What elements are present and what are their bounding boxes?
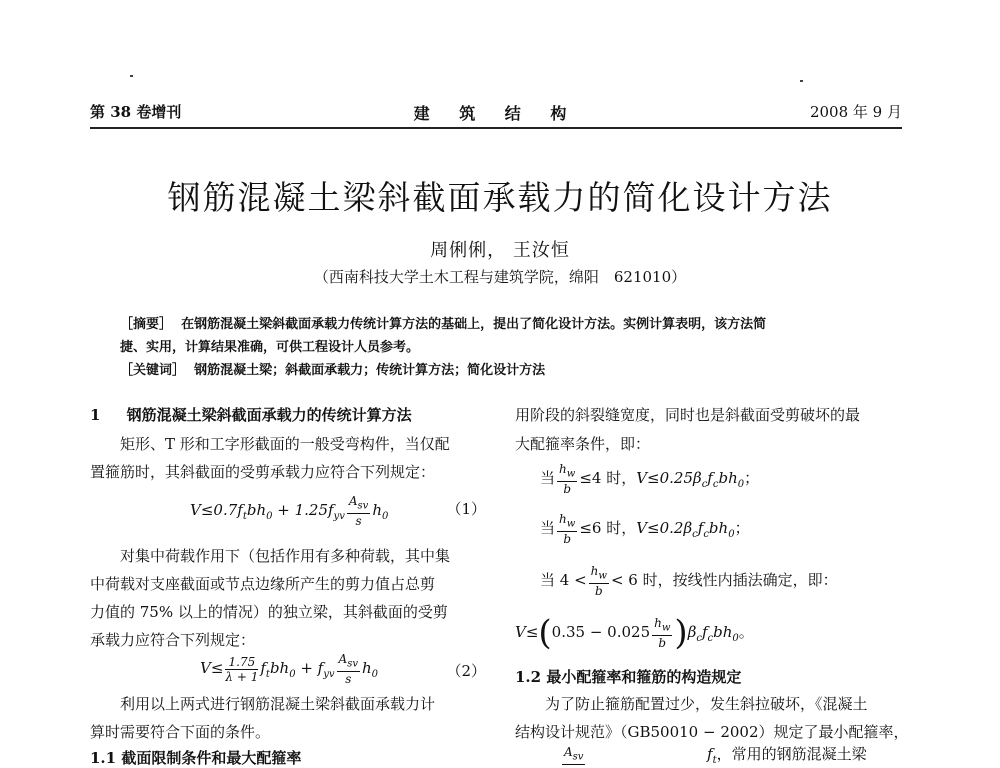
eq-sub: w <box>661 622 671 634</box>
eq-num: h <box>590 564 599 578</box>
eq-term: f <box>260 659 266 678</box>
eq-den: b <box>563 482 571 497</box>
eq-sub: w <box>598 570 607 582</box>
eq-term: ； <box>734 519 750 538</box>
eq-term: h <box>362 659 372 678</box>
eq-den: s <box>345 672 352 687</box>
eq-sub: sv <box>357 500 369 512</box>
eq-term: ≤6 时， <box>579 519 637 538</box>
eq-paren: ( <box>538 613 552 654</box>
eq-term: 当 4 < <box>540 571 587 590</box>
eq-term: 0.35 − 0.025 <box>551 623 651 642</box>
eq-num: h <box>559 512 567 526</box>
eq-sub: 0 <box>381 511 389 523</box>
eq-sub: 0 <box>289 669 296 681</box>
eq-term: < 6 时，按线性内插法确定，即： <box>610 571 838 590</box>
eq-sub: yv <box>323 669 335 681</box>
eq-term: f <box>697 519 704 538</box>
eq-term: bh <box>718 469 738 488</box>
eq-num: h <box>559 462 567 476</box>
eq-sub: c <box>692 529 698 541</box>
paragraph-line: 为了防止箍筋配置过少，发生斜拉破坏，《混凝土 <box>545 695 868 713</box>
eq-den: b <box>594 584 603 599</box>
eq-fraction <box>562 745 585 765</box>
equation-number: （1） <box>446 500 486 518</box>
paragraph-line: 大配箍率条件，即： <box>515 435 651 453</box>
eq-sub: c <box>712 479 719 491</box>
eq-term: ≤4 时， <box>579 469 637 488</box>
eq-fraction <box>589 564 609 598</box>
paragraph-line: 力值的 75% 以上的情况）的独立梁，其斜截面的受剪 <box>90 603 448 621</box>
paragraph-line: 置箍筋时，其斜截面的受剪承载力应符合下列规定： <box>90 463 436 481</box>
eq-num: A <box>338 652 348 666</box>
paper-authors: 周俐俐， 王汝恒 <box>430 240 570 261</box>
equation-2 <box>200 652 486 686</box>
keywords-tag: ［关键词］ <box>120 363 186 378</box>
eq-term: V≤ <box>515 623 539 642</box>
abstract-text-2: 捷、实用，计算结果准确，可供工程设计人员参考。 <box>120 340 420 355</box>
eq-sub: 0 <box>266 511 273 523</box>
eq-sub: sv <box>572 751 584 763</box>
paragraph-line: 承载力应符合下列规定： <box>90 631 256 649</box>
section-1-2-heading: 1.2 最小配箍率和箍筋的构造规定 <box>515 668 742 686</box>
eq-sub: t <box>712 755 717 766</box>
eq-term: V≤0.2β <box>636 519 693 538</box>
eq-sub: c <box>703 529 709 541</box>
paragraph-line: 对集中荷载作用下（包括作用有多种荷载，其中集 <box>120 547 451 565</box>
eq-term: bh <box>713 623 733 642</box>
abstract-line <box>120 313 900 336</box>
paper-title: 钢筋混凝土梁斜截面承载力的简化设计方法 <box>167 178 833 217</box>
eq-sub: 0 <box>732 633 739 645</box>
issue-date: 2008 年 9 月 <box>809 103 902 121</box>
eq-sub: t <box>265 669 270 681</box>
eq-fraction <box>347 494 370 528</box>
eq-sub: c <box>707 633 714 645</box>
eq-sub: 0 <box>728 529 735 541</box>
eq-term: + f <box>295 659 324 678</box>
section-1-heading <box>90 404 412 425</box>
abstract-block <box>120 313 900 382</box>
eq-term: β <box>687 623 697 642</box>
eq-num: h <box>654 616 662 630</box>
eq-term: V≤0.7f <box>190 501 243 520</box>
scan-speck <box>800 80 803 82</box>
section-1-title: 钢筋混凝土梁斜截面承载力的传统计算方法 <box>126 406 412 424</box>
eq-term: V≤0.25β <box>636 469 702 488</box>
condition-3 <box>540 564 838 598</box>
eq-term: f <box>707 745 713 763</box>
eq-term: bh <box>269 659 290 678</box>
eq-sub: t <box>242 511 247 523</box>
eq-sub: 0 <box>371 669 379 681</box>
abstract-text-1: 在钢筋混凝土梁斜截面承载力传统计算方法的基础上，提出了简化设计方法。实例计算表明，该方法简 <box>181 317 767 332</box>
eq-sub: w <box>566 518 576 530</box>
eq-sub: c <box>701 479 708 491</box>
eq-paren: ) <box>674 613 688 654</box>
eq-term: f <box>707 469 713 488</box>
running-header <box>90 101 902 125</box>
eq-term: bh <box>708 519 729 538</box>
paragraph-line: 结构设计规范》（GB50010 − 2002）规定了最小配箍率， <box>515 723 909 741</box>
keywords-line <box>120 359 900 382</box>
eq-term: ，常用的钢筋混凝土梁 <box>716 745 867 763</box>
condition-4 <box>515 613 754 654</box>
eq-sub: w <box>566 468 576 480</box>
paragraph-line: 算时需要符合下面的条件。 <box>90 723 271 741</box>
eq-sub: c <box>696 633 702 645</box>
eq-sub: 0 <box>737 479 745 491</box>
eq-term: 当 <box>540 469 556 488</box>
section-1-number: 1 <box>90 406 101 424</box>
paper-affiliation: （西南科技大学土木工程与建筑学院，绵阳 621010） <box>313 268 687 286</box>
eq-den: λ + 1 <box>225 669 259 684</box>
paragraph-line: 利用以上两式进行钢筋混凝土梁斜截面承载力计 <box>120 695 436 713</box>
condition-2 <box>540 512 750 546</box>
eq-fraction <box>337 652 360 686</box>
paragraph-line: 矩形、T 形和工字形截面的一般受弯构件，当仅配 <box>120 435 450 453</box>
eq-den: b <box>658 636 667 651</box>
eq-term: 当 <box>540 519 556 538</box>
eq-term: 。 <box>738 623 754 642</box>
partial-line <box>560 743 867 766</box>
eq-term: f <box>701 623 708 642</box>
eq-sub: yv <box>333 511 345 523</box>
eq-sub: sv <box>347 658 358 670</box>
journal-name: 建 筑 结 构 <box>413 104 579 123</box>
eq-fraction <box>225 655 258 684</box>
eq-term: + 1.25f <box>272 501 334 520</box>
eq-den: b <box>563 532 571 547</box>
abstract-tag: ［摘要］ <box>120 317 173 332</box>
equation-1 <box>190 494 486 528</box>
volume-info: 第 38 卷增刊 <box>90 103 182 121</box>
scan-speck <box>130 75 133 77</box>
eq-term: V≤ <box>200 659 224 678</box>
eq-num: A <box>564 744 573 759</box>
eq-num: 1.75 <box>225 655 258 670</box>
equation-number: （2） <box>446 662 486 680</box>
condition-1 <box>540 462 759 496</box>
eq-fraction <box>652 616 672 650</box>
eq-term: h <box>372 501 382 520</box>
eq-num: A <box>348 494 358 508</box>
keywords-text: 钢筋混凝土梁；斜截面承载力；传统计算方法；简化设计方法 <box>194 363 546 378</box>
eq-term: bh <box>246 501 267 520</box>
paragraph-line: 中荷载对支座截面或节点边缘所产生的剪力值占总剪 <box>90 575 436 593</box>
eq-fraction <box>557 512 577 546</box>
eq-den: s <box>355 514 362 529</box>
eq-fraction <box>557 462 577 496</box>
header-rule <box>90 127 902 129</box>
eq-term: ； <box>744 469 760 488</box>
paragraph-line: 用阶段的斜裂缝宽度，同时也是斜截面受剪破坏的最 <box>515 406 861 424</box>
section-1-1-heading: 1.1 截面限制条件和最大配箍率 <box>90 749 302 767</box>
